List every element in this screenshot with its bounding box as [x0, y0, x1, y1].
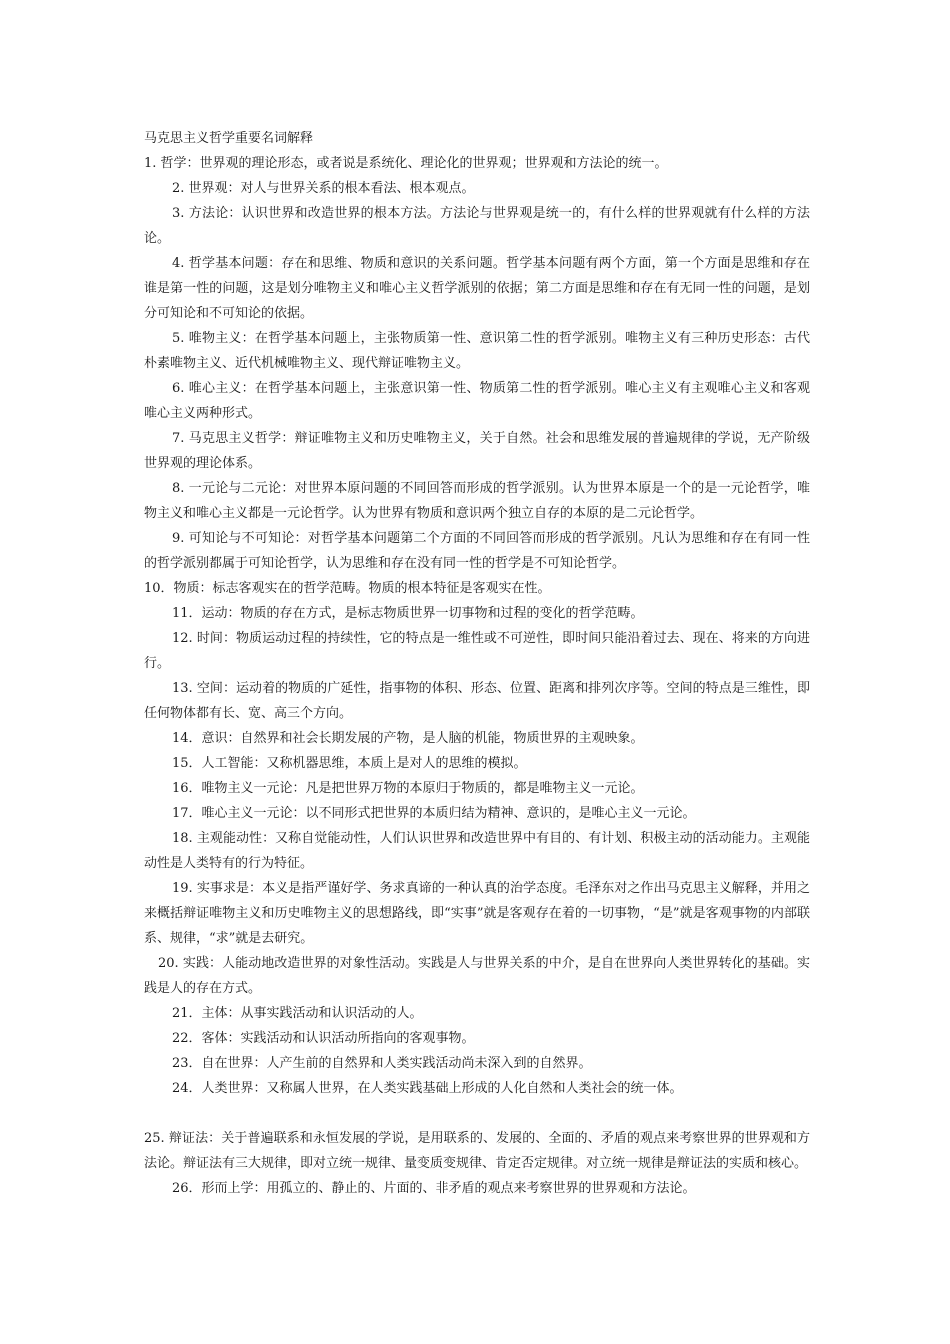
entry-8: 8. 一元论与二元论：对世界本原问题的不同回答而形成的哲学派别。认为世界本原是一个的是一元论哲学，唯物主义和唯心主义都是一元论哲学。认为世界有物质和意识两个独立自存的本原的是二元论哲学。: [144, 481, 810, 521]
entry-3: 3. 方法论：认识世界和改造世界的根本方法。方法论与世界观是统一的，有什么样的世界观就有什么样的方法论。: [144, 206, 810, 246]
entry-22: 22．客体：实践活动和认识活动所指向的客观事物。: [172, 1031, 475, 1046]
entry-14: 14．意识：自然界和社会长期发展的产物，是人脑的机能，物质世界的主观映象。: [172, 731, 644, 746]
entry-24: 24．人类世界：又称属人世界，在人类实践基础上形成的人化自然和人类社会的统一体。: [172, 1081, 683, 1096]
entry-12: 12. 时间：物质运动过程的持续性，它的特点是一维性或不可逆性，即时间只能沿着过去、现在、将来的方向进行。: [144, 631, 810, 671]
entry-25: 25. 辩证法：关于普遍联系和永恒发展的学说，是用联系的、发展的、全面的、矛盾的观点来考察世界的世界观和方法论。辩证法有三大规律，即对立统一规律、量变质变规律、肯定否定规律。对立统一规律是辩证法的实质和核心。: [144, 1131, 810, 1171]
entry-11: 11．运动：物质的存在方式，是标志物质世界一切事物和过程的变化的哲学范畴。: [172, 606, 644, 621]
entry-5: 5. 唯物主义：在哲学基本问题上，主张物质第一性、意识第二性的哲学派别。唯物主义有三种历史形态：古代朴素唯物主义、近代机械唯物主义、现代辩证唯物主义。: [144, 331, 810, 371]
entry-23: 23．自在世界：人产生前的自然界和人类实践活动尚未深入到的自然界。: [172, 1056, 592, 1071]
entry-1: 1. 哲学：世界观的理论形态，或者说是系统化、理论化的世界观；世界观和方法论的统一。: [144, 156, 668, 171]
entry-2: 2. 世界观：对人与世界关系的根本看法、根本观点。: [172, 181, 475, 196]
entry-9: 9. 可知论与不可知论：对哲学基本问题第二个方面的不同回答而形成的哲学派别。凡认为思维和存在有同一性的哲学派别都属于可知论哲学，认为思维和存在没有同一性的哲学是不可知论哲学。: [144, 531, 810, 571]
entry-16: 16．唯物主义一元论：凡是把世界万物的本原归于物质的，都是唯物主义一元论。: [172, 781, 644, 796]
entry-4: 4. 哲学基本问题：存在和思维、物质和意识的关系问题。哲学基本问题有两个方面，第一个方面是思维和存在谁是第一性的问题，这是划分唯物主义和唯心主义哲学派别的依据；第二方面是思维和存在有无同一性的问题，是划分可知论和不可知论的依据。: [144, 256, 810, 321]
entry-26: 26．形而上学：用孤立的、静止的、片面的、非矛盾的观点来考察世界的世界观和方法论。: [172, 1181, 696, 1196]
entry-17: 17．唯心主义一元论：以不同形式把世界的本质归结为精神、意识的，是唯心主义一元论。: [172, 806, 696, 821]
document-page: [144, 126, 810, 1201]
entry-21: 21．主体：从事实践活动和认识活动的人。: [172, 1006, 423, 1021]
entry-7: 7. 马克思主义哲学：辩证唯物主义和历史唯物主义，关于自然。社会和思维发展的普遍规律的学说，无产阶级世界观的理论体系。: [144, 431, 810, 471]
entry-20: 20. 实践：人能动地改造世界的对象性活动。实践是人与世界关系的中介，是自在世界向人类世界转化的基础。实践是人的存在方式。: [144, 956, 810, 996]
entry-18: 18. 主观能动性：又称自觉能动性，人们认识世界和改造世界中有目的、有计划、积极主动的活动能力。主观能动性是人类特有的行为特征。: [144, 831, 810, 871]
entry-15: 15．人工智能：又称机器思维，本质上是对人的思维的模拟。: [172, 756, 527, 771]
entry-10: 10．物质：标志客观实在的哲学范畴。物质的根本特征是客观实在性。: [144, 581, 551, 596]
entry-13: 13. 空间：运动着的物质的广延性，指事物的体积、形态、位置、距离和排列次序等。空间的特点是三维性，即任何物体都有长、宽、高三个方向。: [144, 681, 810, 721]
entry-6: 6. 唯心主义：在哲学基本问题上，主张意识第一性、物质第二性的哲学派别。唯心主义有主观唯心主义和客观唯心主义两种形式。: [144, 381, 810, 421]
document-title: 马克思主义哲学重要名词解释: [144, 131, 314, 146]
entry-19: 19. 实事求是：本义是指严谨好学、务求真谛的一种认真的治学态度。毛泽东对之作出马克思主义解释，并用之来概括辩证唯物主义和历史唯物主义的思想路线，即“实事”就是客观存在着的一切事物，“是”就是客观事物的内部联系、规律，“求”就是去研究。: [144, 881, 810, 946]
blank-line: [144, 1101, 810, 1126]
